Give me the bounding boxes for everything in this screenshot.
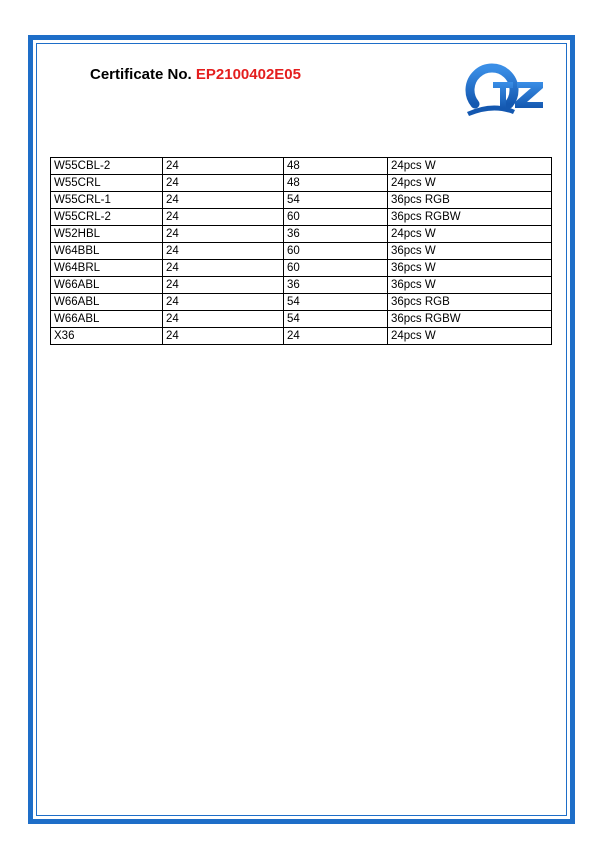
table-cell: 24 — [163, 226, 284, 243]
table-row — [51, 226, 552, 243]
table-cell: 36pcs W — [388, 243, 552, 260]
table-cell: 36pcs RGBW — [388, 311, 552, 328]
qtz-logo-icon — [463, 60, 549, 118]
table-cell: X36 — [51, 328, 163, 345]
table-cell: 24 — [163, 260, 284, 277]
table-cell: W55CRL — [51, 175, 163, 192]
certificate-label: Certificate No. — [90, 66, 192, 83]
table-row — [51, 209, 552, 226]
table-row — [51, 192, 552, 209]
table-cell: 24pcs W — [388, 158, 552, 175]
table-cell: 24 — [284, 328, 388, 345]
table-cell: 24 — [163, 311, 284, 328]
table-cell: 48 — [284, 158, 388, 175]
certificate-number: EP2100402E05 — [195, 66, 301, 83]
table-cell: W55CRL-1 — [51, 192, 163, 209]
table-cell: W66ABL — [51, 277, 163, 294]
table-cell: 36pcs W — [388, 260, 552, 277]
table-cell: W64BRL — [51, 260, 163, 277]
table-row — [51, 294, 552, 311]
table-cell: 24 — [163, 209, 284, 226]
table-cell: 48 — [284, 175, 388, 192]
table-row — [51, 328, 552, 345]
table-cell: W66ABL — [51, 294, 163, 311]
table-row — [51, 158, 552, 175]
table-cell: 36pcs RGB — [388, 294, 552, 311]
table-cell: 36pcs W — [388, 277, 552, 294]
product-table-body — [51, 158, 552, 345]
table-cell: W55CRL-2 — [51, 209, 163, 226]
table-cell: 36pcs RGB — [388, 192, 552, 209]
table-cell: 36 — [284, 277, 388, 294]
table-row — [51, 175, 552, 192]
table-cell: 24 — [163, 175, 284, 192]
table-cell: W52HBL — [51, 226, 163, 243]
table-cell: W64BBL — [51, 243, 163, 260]
table-cell: 24 — [163, 294, 284, 311]
table-cell: 24 — [163, 192, 284, 209]
table-cell: 60 — [284, 209, 388, 226]
table-cell: 24 — [163, 243, 284, 260]
table-cell: 24pcs W — [388, 328, 552, 345]
table-cell: 24 — [163, 328, 284, 345]
table-row — [51, 260, 552, 277]
table-cell: 60 — [284, 260, 388, 277]
table-cell: 54 — [284, 311, 388, 328]
certificate-header — [90, 66, 301, 83]
table-cell: 24 — [163, 277, 284, 294]
table-cell: 54 — [284, 192, 388, 209]
table-cell: 24pcs W — [388, 226, 552, 243]
table-cell: 36pcs RGBW — [388, 209, 552, 226]
table-cell: W66ABL — [51, 311, 163, 328]
table-row — [51, 243, 552, 260]
product-table — [50, 157, 552, 345]
table-cell: 54 — [284, 294, 388, 311]
table-row — [51, 311, 552, 328]
table-cell: W55CBL-2 — [51, 158, 163, 175]
table-cell: 60 — [284, 243, 388, 260]
table-cell: 24pcs W — [388, 175, 552, 192]
table-cell: 36 — [284, 226, 388, 243]
table-cell: 24 — [163, 158, 284, 175]
table-row — [51, 277, 552, 294]
